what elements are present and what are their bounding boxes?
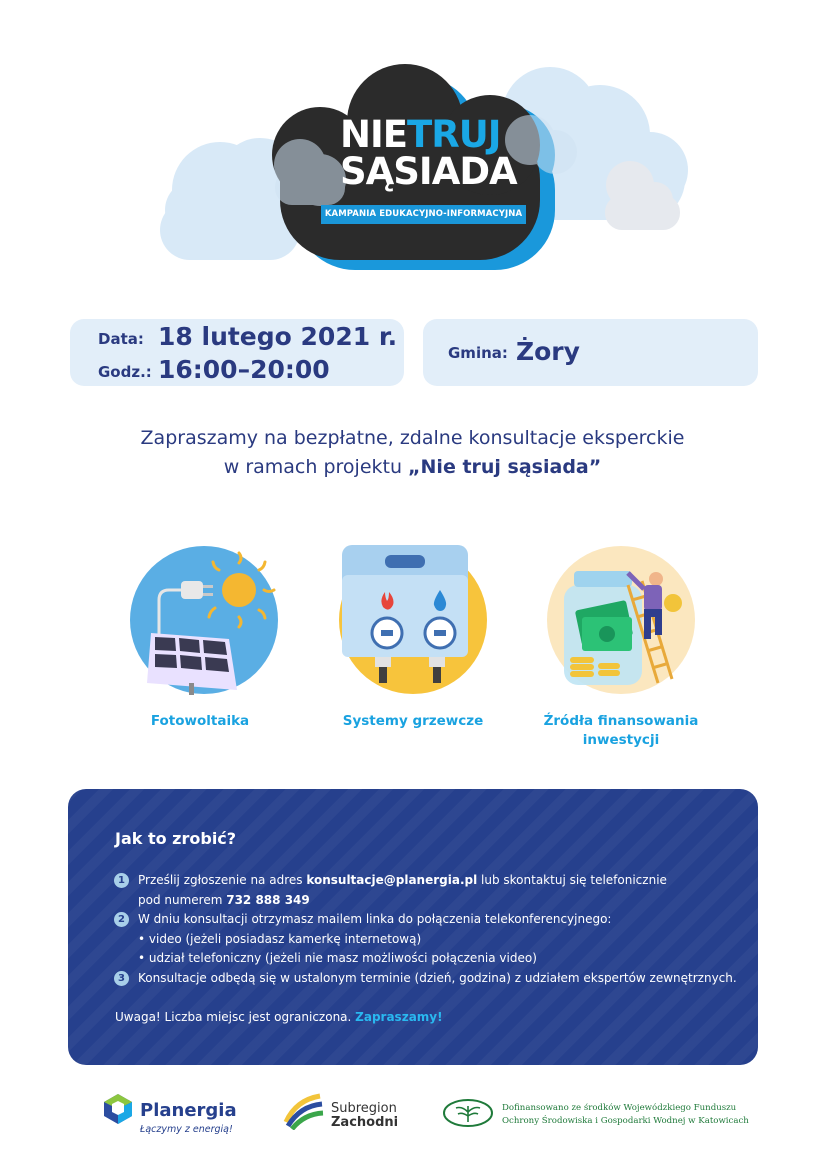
- date-label: Data:: [98, 330, 144, 348]
- subregion-logo-icon: [282, 1092, 324, 1130]
- planergia-slogan: Łączymy z energią!: [140, 1124, 233, 1135]
- fund-line-2: Ochrony Środowiska i Gospodarki Wodnej w Katowicach: [502, 1116, 749, 1126]
- logo-title-bottom: SĄSIADA: [340, 150, 517, 193]
- invitation-line-2: w ramach projektu „Nie truj sąsiada”: [223, 456, 602, 478]
- availability-note: Uwaga! Liczba miejsc jest ograniczona. Zapraszamy!: [115, 1010, 443, 1024]
- fund-line-1: Dofinansowano ze środków Wojewódzkiego Funduszu: [502, 1103, 737, 1113]
- time-label: Godz.:: [98, 363, 152, 381]
- fund-logo-icon: [442, 1098, 494, 1128]
- step-1-number: 1: [114, 873, 129, 888]
- step-2-bullet-video: • video (jeżeli posiadasz kamerkę internetową): [138, 932, 422, 946]
- contact-phone[interactable]: 732 888 349: [226, 893, 310, 907]
- financing-icon: [546, 545, 696, 695]
- invitation-line-1: Zapraszamy na bezpłatne, zdalne konsultacje eksperckie: [140, 427, 685, 449]
- logo-tagline: KAMPANIA EDUKACYJNO-INFORMACYJNA: [321, 205, 526, 224]
- date-value: 18 lutego 2021 r.: [158, 322, 398, 351]
- topic-label-heating: Systemy grzewcze: [342, 713, 484, 729]
- logo-title-top: NIETRUJ: [340, 113, 501, 156]
- step-3-number: 3: [114, 971, 129, 986]
- step-1-text: Prześlij zgłoszenie na adres konsultacje@planergia.pl lub skontaktuj się telefonicznie: [138, 873, 667, 887]
- planergia-name: Planergia: [140, 1100, 237, 1121]
- time-value: 16:00–20:00: [158, 355, 330, 384]
- step-2-bullet-phone: • udział telefoniczny (jeżeli nie masz możliwości połączenia video): [138, 951, 537, 965]
- gmina-label: Gmina:: [448, 344, 508, 362]
- howto-title: Jak to zrobić?: [115, 829, 237, 848]
- project-name: „Nie truj sąsiada”: [408, 456, 602, 478]
- heater-icon: [337, 545, 487, 695]
- topic-label-financing: Źródła finansowania inwestycji: [543, 713, 699, 748]
- gmina-value: Żory: [516, 337, 580, 366]
- step-3-text: Konsultacje odbędą się w ustalonym terminie (dzień, godzina) z udziałem ekspertów zewnętrznych.: [138, 971, 737, 985]
- topic-label-photovoltaics: Fotowoltaika: [150, 713, 250, 729]
- solar-panel-icon: [129, 545, 279, 695]
- subregion-line-2: Zachodni: [331, 1115, 399, 1130]
- contact-email-link[interactable]: konsultacje@planergia.pl: [306, 873, 478, 887]
- subregion-line-1: Subregion: [331, 1101, 397, 1116]
- step-2-text: W dniu konsultacji otrzymasz mailem linka do połączenia telekonferencyjnego:: [138, 912, 612, 926]
- step-1-phone-line: pod numerem 732 888 349: [138, 893, 310, 907]
- planergia-logo-icon: [101, 1092, 135, 1126]
- step-2-number: 2: [114, 912, 129, 927]
